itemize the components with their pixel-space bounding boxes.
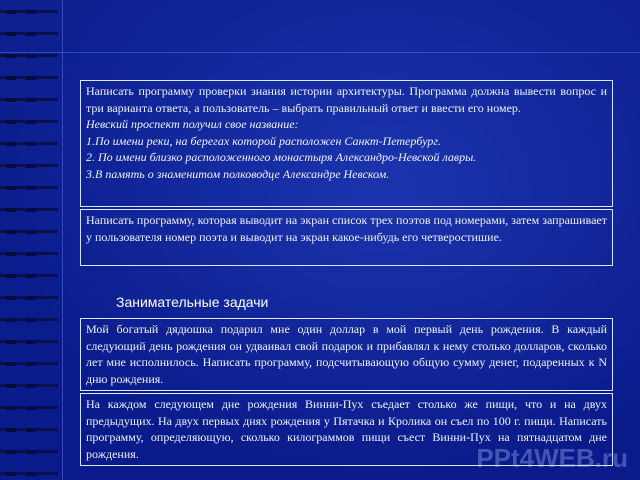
side-decoration [0,0,58,480]
quiz-option-1: 1.По имени реки, на берегах которой расположен Санкт-Петербург. [86,133,441,148]
task-box-poets [80,209,613,266]
task-text-architecture: Написать программу проверки знания истории архитектуры. Программа должна вывести вопрос и три варианта ответа, а пользователь – выбрать правильный ответ и ввести его номер. [86,84,607,115]
task-box-uncle [80,318,613,391]
task-text-uncle: Мой богатый дядюшка подарил мне один доллар в мой первый день рождения. В каждый следующий день рождения он удваивал свой подарок и прибавлял к нему столько долларов, сколько лет мне исполнилось. Написать программу, подсчитывающую общую сумму денег, подаренных к N дню рождения. [86,322,607,386]
quiz-question: Невский проспект получил свое название: [86,117,299,131]
horizontal-divider [0,52,640,53]
task-text-winnie: На каждом следующем дне рождения Винни-Пух съедает столько же пищи, что и на двух предыдущих. На двух первых днях рождения у Пятачка и Кролика он съел по 100 г. пищи. Написать программу, определяющую, сколько килограммов пищи съест Винни-Пух на пятнадцатом дне рождения. [86,397,607,461]
quiz-option-3: 3.В память о знаменитом полководце Александре Невском. [86,166,390,181]
section-title: Занимательные задачи [116,294,269,310]
watermark: PPt4WEB.ru [476,443,628,473]
vertical-divider [62,0,63,480]
task-box-architecture [80,80,613,207]
quiz-option-2: 2. По имени близко расположенного монастыря Александро-Невской лавры. [86,150,477,164]
task-text-poets: Написать программу, которая выводит на экран список трех поэтов под номерами, затем запрашивает у пользователя номер поэта и выводит на экран какое-нибудь его четверостишие. [86,213,607,244]
